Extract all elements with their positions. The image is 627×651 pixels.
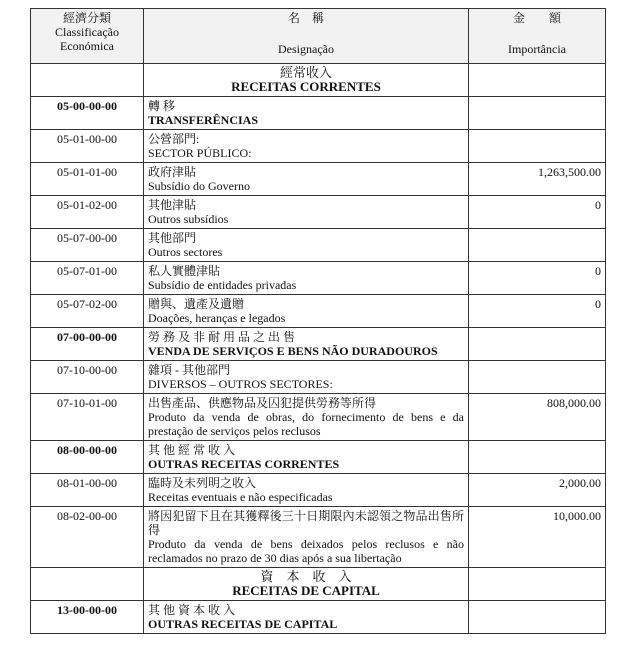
table-row: [31, 601, 606, 634]
designation-zh: 資 本 收 入: [260, 569, 352, 584]
designation-zh: 臨時及未列明之收入: [148, 476, 257, 490]
designation-pt: Produto da venda de bens deixados pelos reclusos e não reclamados no prazo de 30 dias após a sua libertação: [148, 537, 464, 565]
designation-cell: [144, 394, 469, 441]
designation-cell: [144, 97, 469, 130]
designation-zh: 其 他 資 本 收 入: [148, 603, 236, 617]
code-cell: 07-10-00-00: [31, 361, 144, 394]
designation-cell: [144, 295, 469, 328]
designation-cell: [144, 229, 469, 262]
header-designation: [144, 9, 469, 64]
amount-cell: 0: [469, 295, 606, 328]
amount-cell: [469, 229, 606, 262]
code-cell: 08-00-00-00: [31, 441, 144, 474]
table-header: [31, 9, 606, 64]
designation-cell: [144, 568, 469, 601]
designation-zh: 雜項 - 其他部門: [148, 363, 230, 377]
amount-cell: [469, 97, 606, 130]
header-desc-pt: Designação: [278, 42, 334, 56]
header-desc-zh: 名 稱: [287, 11, 324, 25]
designation-zh: 將因犯留下且在其獲釋後三十日期限內未認領之物品出售所得: [148, 509, 464, 537]
designation-pt: Produto da venda de obras, do fornecimento de bens e da prestação de serviços pelos reclusos: [148, 410, 464, 438]
code-cell: 05-07-02-00: [31, 295, 144, 328]
designation-zh: 公營部門:: [148, 132, 200, 146]
designation-zh: 政府津貼: [148, 165, 197, 179]
table-row: [31, 295, 606, 328]
designation-cell: [144, 601, 469, 634]
designation-cell: [144, 262, 469, 295]
amount-cell: 2,000.00: [469, 474, 606, 507]
amount-cell: [469, 130, 606, 163]
code-cell: 07-10-01-00: [31, 394, 144, 441]
code-cell: 05-01-00-00: [31, 130, 144, 163]
designation-cell: [144, 163, 469, 196]
code-cell: [31, 64, 144, 97]
designation-cell: [144, 196, 469, 229]
designation-zh: 贈與、遺產及遺贈: [148, 297, 245, 311]
table-row: [31, 328, 606, 361]
designation-pt: Outros sectores: [148, 245, 223, 259]
table-row: [31, 163, 606, 196]
designation-pt: Subsídio do Governo: [148, 179, 250, 193]
designation-zh: 其他津貼: [148, 198, 197, 212]
code-cell: 13-00-00-00: [31, 601, 144, 634]
header-code: [31, 9, 144, 64]
table-row: [31, 130, 606, 163]
designation-pt: DIVERSOS – OUTROS SECTORES:: [148, 377, 333, 391]
code-cell: [31, 568, 144, 601]
code-cell: 05-07-00-00: [31, 229, 144, 262]
designation-cell: [144, 507, 469, 568]
designation-pt: SECTOR PÚBLICO:: [148, 146, 252, 160]
code-cell: 07-00-00-00: [31, 328, 144, 361]
table-row: [31, 507, 606, 568]
designation-cell: [144, 130, 469, 163]
table-row: [31, 229, 606, 262]
table-row: [31, 361, 606, 394]
table-row: [31, 394, 606, 441]
designation-zh: 經常收入: [279, 65, 332, 80]
amount-cell: [469, 64, 606, 97]
designation-zh: 勞 務 及 非 耐 用 品 之 出 售: [148, 330, 296, 344]
designation-pt: OUTRAS RECEITAS DE CAPITAL: [148, 617, 338, 631]
table-row: [31, 474, 606, 507]
header-code-pt: Classificação Económica: [55, 25, 119, 53]
designation-cell: [144, 328, 469, 361]
designation-pt: VENDA DE SERVIÇOS E BENS NÃO DURADOUROS: [148, 344, 438, 358]
designation-zh: 轉 移: [148, 99, 176, 113]
designation-pt: Outros subsídios: [148, 212, 229, 226]
designation-pt: Receitas eventuais e não especificadas: [148, 490, 333, 504]
header-amount-pt: Importância: [508, 42, 566, 56]
amount-cell: 10,000.00: [469, 507, 606, 568]
amount-cell: [469, 361, 606, 394]
header-amount: [469, 9, 606, 64]
designation-zh: 其他部門: [148, 231, 197, 245]
header-amount-zh: 金 額: [512, 11, 561, 25]
amount-cell: 0: [469, 196, 606, 229]
designation-cell: [144, 441, 469, 474]
amount-cell: [469, 441, 606, 474]
designation-pt: TRANSFERÊNCIAS: [148, 113, 259, 127]
designation-pt: RECEITAS CORRENTES: [231, 79, 381, 94]
section-row: [31, 64, 606, 97]
designation-cell: [144, 64, 469, 97]
code-cell: 05-00-00-00: [31, 97, 144, 130]
designation-zh: 出售產品、供應物品及囚犯提供勞務等所得: [148, 396, 377, 410]
code-cell: 08-01-00-00: [31, 474, 144, 507]
code-cell: 05-01-01-00: [31, 163, 144, 196]
amount-cell: 808,000.00: [469, 394, 606, 441]
table-row: [31, 196, 606, 229]
designation-pt: OUTRAS RECEITAS CORRENTES: [148, 457, 340, 471]
section-row: [31, 568, 606, 601]
designation-pt: Subsídio de entidades privadas: [148, 278, 297, 292]
designation-zh: 私人實體津貼: [148, 264, 221, 278]
header-code-zh: 經濟分類: [62, 11, 111, 25]
code-cell: 05-07-01-00: [31, 262, 144, 295]
table-row: [31, 441, 606, 474]
designation-pt: Doações, heranças e legados: [148, 311, 286, 325]
amount-cell: [469, 601, 606, 634]
designation-pt: RECEITAS DE CAPITAL: [232, 583, 380, 598]
table-row: [31, 97, 606, 130]
amount-cell: [469, 328, 606, 361]
table-row: [31, 262, 606, 295]
amount-cell: 0: [469, 262, 606, 295]
amount-cell: [469, 568, 606, 601]
code-cell: 05-01-02-00: [31, 196, 144, 229]
designation-cell: [144, 474, 469, 507]
code-cell: 08-02-00-00: [31, 507, 144, 568]
designation-cell: [144, 361, 469, 394]
designation-zh: 其 他 經 常 收 入: [148, 443, 236, 457]
revenue-table: [30, 8, 606, 634]
amount-cell: 1,263,500.00: [469, 163, 606, 196]
